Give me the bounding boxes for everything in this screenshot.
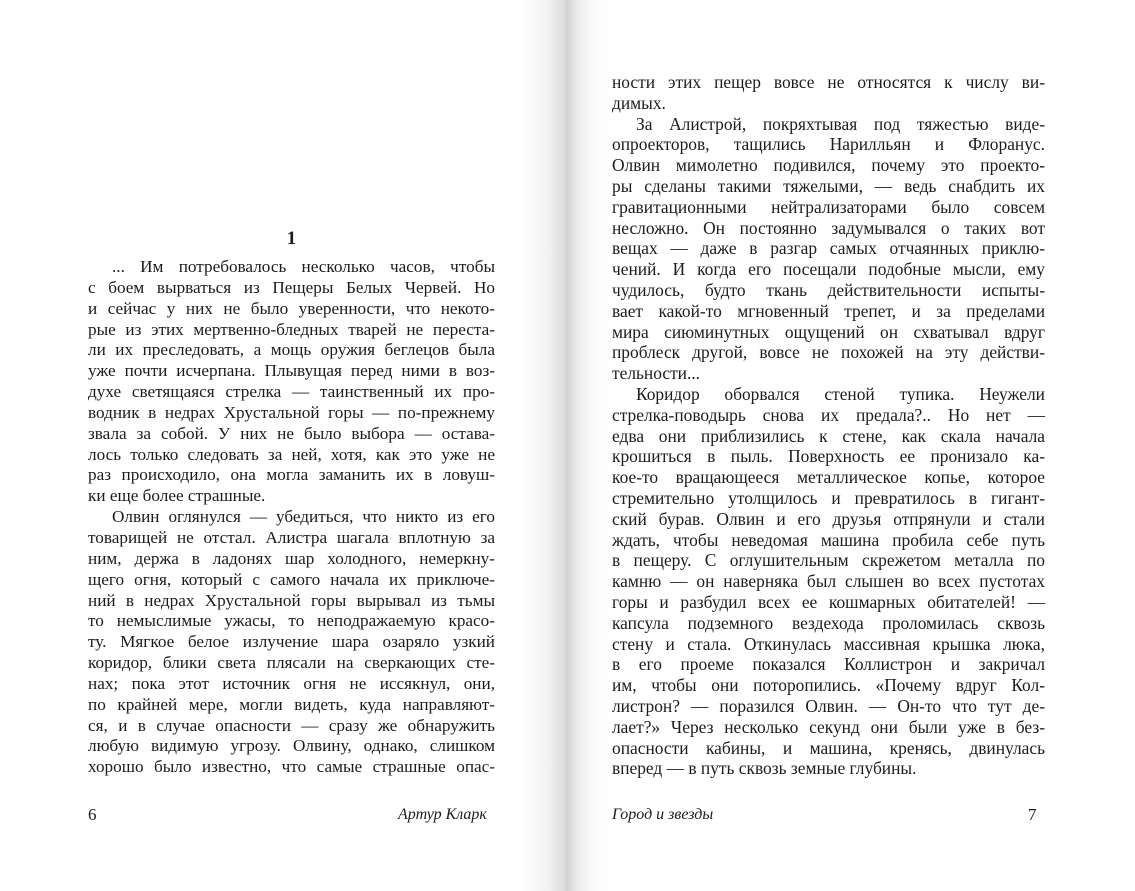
text-line: щего огня, который с самого начала их приключе- <box>88 569 495 589</box>
text-line: хорошо было известно, что самые страшные опас- <box>88 757 495 777</box>
text-line: и сейчас у них не было уверенности, что некото- <box>88 298 495 318</box>
text-line: листрон? — поразился Олвин. — Он-то что тут де- <box>612 695 1045 716</box>
left-page <box>0 0 566 891</box>
text-line: лось только следовать за ней, хотя, как это уже не <box>88 444 495 464</box>
text-line: по крайней мере, могли видеть, куда направляют- <box>88 694 495 714</box>
text-line: стремительно утолщилось и превратилось в гигант- <box>612 487 1045 508</box>
text-line: звала за собой. У них не было выбора — остава- <box>88 423 495 443</box>
text-line: камню — он наверняка был слышен во всех пустотах <box>612 571 1045 592</box>
paragraph <box>88 257 495 507</box>
text-line: несложно. Он постоянно задумывался о таких вот <box>612 217 1045 238</box>
right-page <box>566 0 1135 891</box>
text-line: чений. И когда его посещали подобные мысли, ему <box>612 259 1045 280</box>
right-page-body <box>612 72 1045 779</box>
text-line: опасности кабины, и машина, кренясь, двинулась <box>612 737 1045 758</box>
text-line: Коридор оборвался стеной тупика. Неужели <box>636 383 1045 404</box>
text-line: то немыслимые ужасы, то неподражаемую красо- <box>88 611 495 631</box>
paragraph <box>612 114 1045 384</box>
text-line: вещах — даже в разгар самых отчаянных приклю- <box>612 238 1045 259</box>
text-line: едва они приблизились к стене, как скала начала <box>612 425 1045 446</box>
running-head-author: Артур Кларк <box>398 806 487 823</box>
text-line: вперед — в путь сквозь земные глубины. <box>612 758 917 779</box>
text-line: Олвин мимолетно подивился, почему это проекто- <box>612 155 1045 176</box>
text-line: уже почти исчерпана. Плывущая перед ними в воз- <box>88 361 495 381</box>
text-line: ры сделаны такими тяжелыми, — ведь снабдить их <box>612 175 1045 196</box>
text-line: лает?» Через несколько секунд они были уже в без- <box>612 716 1045 737</box>
text-line: им, чтобы они поторопились. «Почему вдруг Кол- <box>612 675 1045 696</box>
text-line: опроекторов, тащились Нарилльян и Флоранус. <box>612 134 1045 155</box>
text-line: мира сиюминутных ощущений он схватывал вдруг <box>612 321 1045 342</box>
text-line: коридор, блики света плясали на сверкающих сте- <box>88 653 495 673</box>
text-line: ся, и в случае опасности — сразу же обнаружить <box>88 715 495 735</box>
text-line: ту. Мягкое белое излучение шара озаряло узкий <box>88 632 495 652</box>
text-line: раз происходило, она могла заманить их в ловуш- <box>88 465 495 485</box>
running-head-title: Город и звезды <box>612 806 714 823</box>
text-line: ... Им потребовалось несколько часов, чтобы <box>112 257 495 276</box>
text-line: капсула подземного вездехода проломилась сквозь <box>612 612 1045 633</box>
text-line: гравитационными нейтрализаторами было совсем <box>612 196 1045 217</box>
text-line: ли их преследовать, а мощь оружия беглецов была <box>88 340 495 360</box>
paragraph <box>88 507 495 778</box>
text-line: в пещеру. С оглушительным скрежетом металла по <box>612 550 1045 571</box>
text-line: в его проеме показался Коллистрон и закричал <box>612 654 1045 675</box>
text-line: любую видимую угрозу. Олвину, однако, слишком <box>88 736 495 756</box>
paragraph <box>612 384 1045 779</box>
text-line: тельности... <box>612 363 701 384</box>
text-line: ности этих пещер вовсе не относятся к числу ви- <box>612 72 1045 92</box>
text-line: вает какой-то мгновенный трепет, и за пределами <box>612 300 1045 321</box>
text-line: товарищей не отстал. Алистра шагала вплотную за <box>88 527 495 547</box>
text-line: стрелка-поводырь снова их предала?.. Но нет — <box>612 404 1045 425</box>
text-line: проблеск другой, вовсе не похожей на эту действи- <box>612 342 1045 363</box>
text-line: чудилось, будто ткань действительности испыты- <box>612 279 1045 300</box>
text-line: горы и разбудил всех ее кошмарных обитателей! — <box>612 591 1045 612</box>
text-line: духе светящаяся стрелка — таинственный их про- <box>88 382 495 402</box>
chapter-number: 1 <box>286 228 297 249</box>
text-line: с боем вырваться из Пещеры Белых Червей. Но <box>88 277 495 297</box>
text-line: стену и стала. Откинулась массивная крышка люка, <box>612 633 1045 654</box>
text-line: ждать, чтобы неведомая машина пробила себе путь <box>612 529 1045 550</box>
text-line: ним, держа в ладонях шар холодного, немеркну- <box>88 548 495 568</box>
left-page-body <box>88 257 495 778</box>
text-line: крошиться в пыль. Поверхность ее пронизало ка- <box>612 446 1045 467</box>
page-number-left: 6 <box>88 805 97 824</box>
page-number-right: 7 <box>1028 805 1037 824</box>
text-line: Олвин оглянулся — убедиться, что никто из его <box>112 507 495 527</box>
text-line: За Алистрой, покряхтывая под тяжестью виде- <box>636 113 1045 134</box>
text-line: нах; пока этот источник огня не иссякнул, они, <box>88 673 495 693</box>
text-line: ки еще более страшные. <box>88 486 266 506</box>
text-line: димых. <box>612 92 666 113</box>
text-line: ский бурав. Олвин и его друзья отпрянули и стали <box>612 508 1045 529</box>
text-line: ний в недрах Хрустальной горы вырывал из тьмы <box>88 590 495 610</box>
text-line: водник в недрах Хрустальной горы — по-прежнему <box>88 402 495 422</box>
text-line: кое-то вращающееся металлическое копье, которое <box>612 467 1045 488</box>
text-line: рые из этих мертвенно-бледных тварей не переста- <box>88 319 495 339</box>
paragraph <box>612 72 1045 114</box>
